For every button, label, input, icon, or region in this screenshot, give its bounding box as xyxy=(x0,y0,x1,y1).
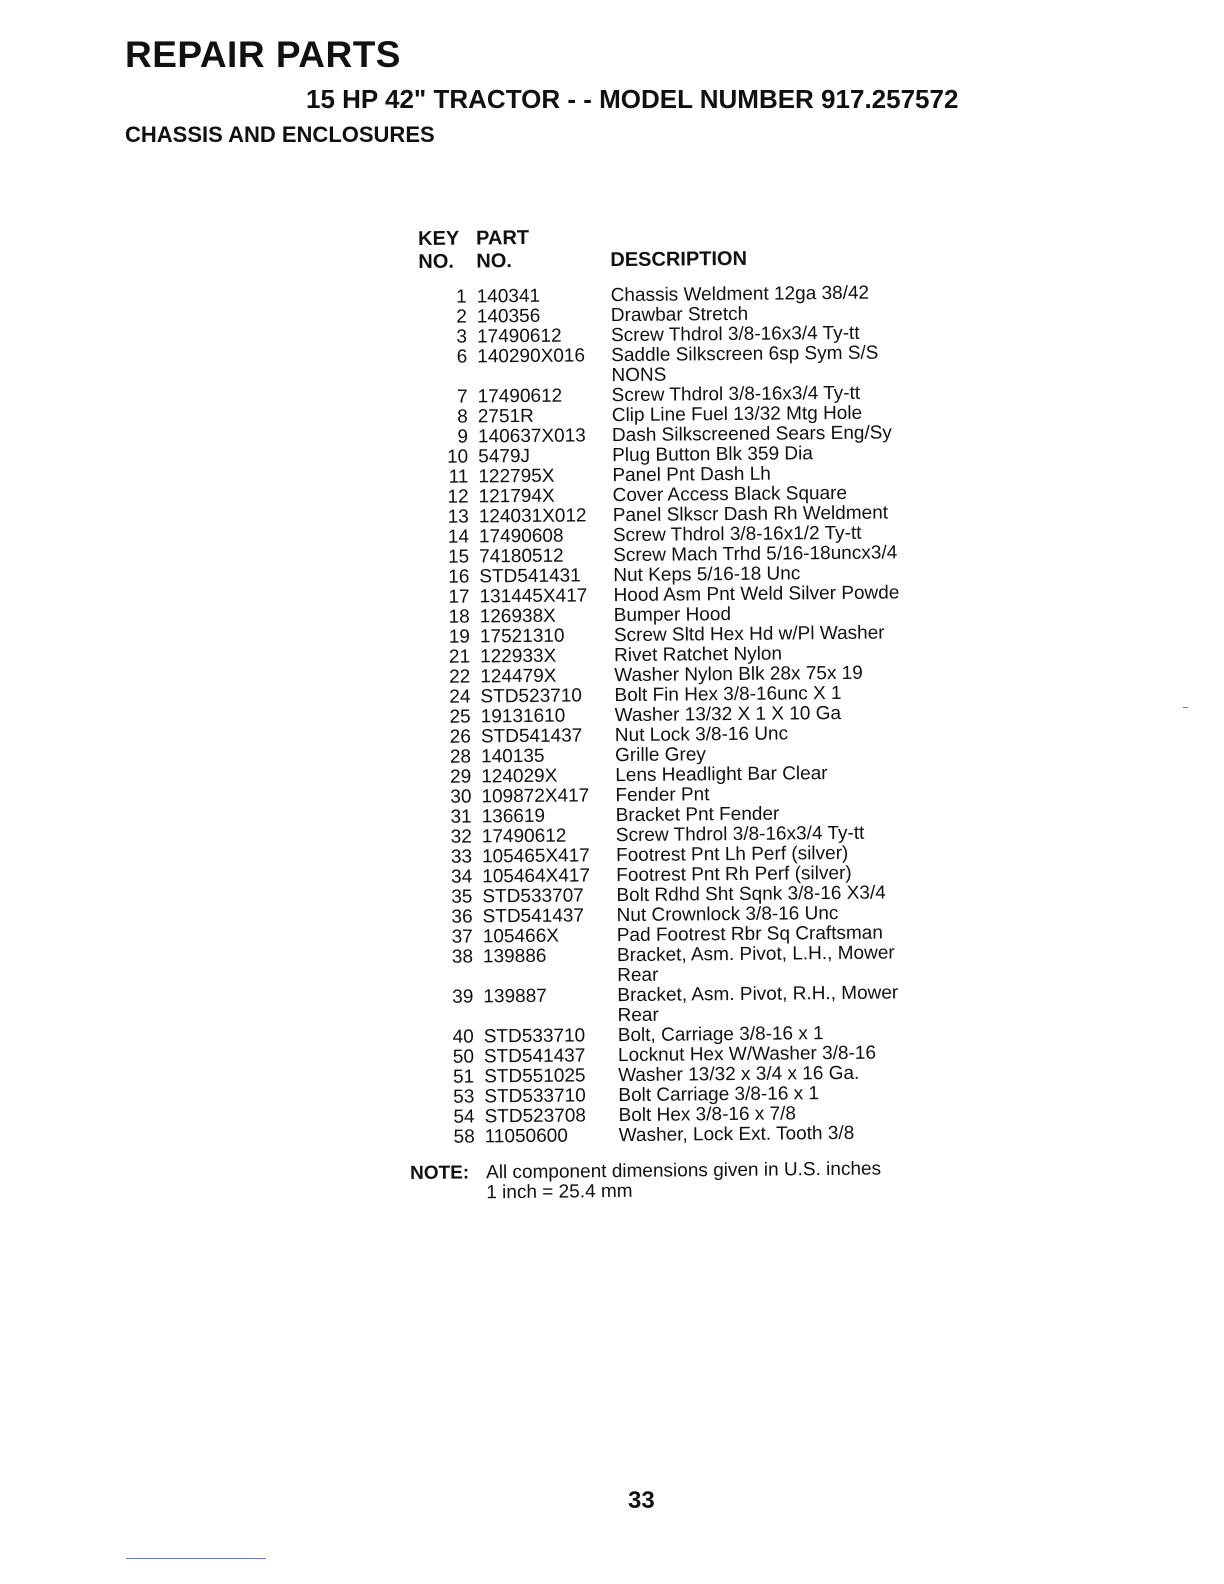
description-cell: Washer 13/32 x 3/4 x 16 Ga. xyxy=(618,1062,860,1087)
part-no-cell: 140341 xyxy=(476,285,541,308)
part-no-cell: STD541437 xyxy=(480,725,583,748)
key-no-cell: 10 xyxy=(446,446,469,468)
footer-rule xyxy=(126,1558,266,1559)
description-cell: Nut Crownlock 3/8-16 Unc xyxy=(616,902,839,927)
key-no-cell: 38 xyxy=(451,946,474,968)
key-no-cell: 53 xyxy=(453,1086,475,1108)
description-cell: Bracket, Asm. Pivot, R.H., Mower Rear xyxy=(617,982,899,1027)
key-no-cell: 28 xyxy=(449,746,472,768)
description-cell: Grille Grey xyxy=(614,744,706,767)
table-row xyxy=(419,343,931,388)
description-cell: Chassis Weldment 12ga 38/42 xyxy=(610,282,870,307)
part-no-cell: 126938X xyxy=(479,605,556,628)
page-number: 33 xyxy=(628,1487,655,1514)
key-no-cell: 25 xyxy=(449,706,471,728)
table-row xyxy=(427,1123,939,1148)
part-no-cell: 109872X417 xyxy=(481,785,590,808)
part-no-cell: 17521310 xyxy=(479,625,565,648)
part-no-cell: STD541437 xyxy=(482,905,585,928)
parts-table xyxy=(418,223,939,1148)
description-cell: Screw Thdrol 3/8-16x3/4 Ty-tt xyxy=(611,382,861,407)
note-line1: All component dimensions given in U.S. inches xyxy=(485,1158,882,1184)
key-no-cell: 2 xyxy=(456,306,467,328)
part-no-cell: 124479X xyxy=(480,665,557,688)
description-cell: Bolt Hex 3/8-16 x 7/8 xyxy=(618,1103,797,1127)
description-cell: Nut Keps 5/16-18 Unc xyxy=(613,563,801,587)
note xyxy=(410,1159,881,1204)
key-no-cell: 34 xyxy=(450,866,473,888)
description-header: DESCRIPTION xyxy=(610,247,748,272)
description-cell: Screw Thdrol 3/8-16x1/2 Ty-tt xyxy=(612,522,862,547)
part-no-cell: STD533710 xyxy=(483,1025,586,1048)
description-cell: Panel Pnt Dash Lh xyxy=(612,463,771,487)
note-line2: 1 inch = 25.4 mm xyxy=(486,1180,633,1204)
part-no-cell: 17490612 xyxy=(481,825,567,848)
description-cell: Footrest Pnt Lh Perf (silver) xyxy=(615,842,849,867)
key-no-cell: 13 xyxy=(447,506,469,528)
key-no-cell: 15 xyxy=(447,546,470,568)
description-cell: Screw Thdrol 3/8-16x3/4 Ty-tt xyxy=(615,822,865,847)
key-no-cell: 7 xyxy=(456,386,468,408)
key-no-cell: 1 xyxy=(455,286,467,308)
part-no-cell: 105464X417 xyxy=(482,865,591,888)
description-cell: Bracket, Asm. Pivot, L.H., Mower Rear xyxy=(616,942,895,987)
description-cell: Panel Slkscr Dash Rh Weldment xyxy=(612,502,889,527)
key-no-cell: 3 xyxy=(456,326,468,348)
model-title: 15 HP 42" TRACTOR - - MODEL NUMBER 917.257572 xyxy=(306,84,959,114)
part-no-cell: STD541437 xyxy=(483,1045,586,1068)
description-cell: Rivet Ratchet Nylon xyxy=(614,643,783,667)
description-cell: Dash Silkscreened Sears Eng/Sy xyxy=(611,422,892,447)
key-no-cell: 19 xyxy=(448,626,471,648)
part-no-cell: 140356 xyxy=(476,305,541,328)
key-no-cell: 35 xyxy=(451,886,473,908)
part-no-cell: 17490612 xyxy=(477,385,563,408)
description-cell: Screw Thdrol 3/8-16x3/4 Ty-tt xyxy=(610,322,860,347)
part-no-cell: 121794X xyxy=(478,485,555,508)
part-no-cell: STD541431 xyxy=(479,565,581,588)
key-no-cell: 30 xyxy=(450,786,472,808)
part-no-cell: 17490608 xyxy=(478,525,564,548)
description-cell: Lens Headlight Bar Clear xyxy=(615,763,828,787)
key-no-cell: 11 xyxy=(448,466,469,488)
description-cell: Bumper Hood xyxy=(613,604,732,627)
key-no-cell: 16 xyxy=(448,566,470,588)
part-no-cell: 136619 xyxy=(481,805,546,828)
description-cell: Fender Pnt xyxy=(615,784,710,807)
description-cell: Bolt, Carriage 3/8-16 x 1 xyxy=(617,1023,824,1047)
key-no-cell: 17 xyxy=(448,586,470,608)
key-no-header-line1: KEY xyxy=(418,227,460,250)
parts-table-header xyxy=(418,223,931,288)
section-title: CHASSIS AND ENCLOSURES xyxy=(125,122,435,147)
description-cell: Screw Sltd Hex Hd w/Pl Washer xyxy=(613,622,885,647)
key-no-cell: 31 xyxy=(450,806,472,828)
key-no-header-line2: NO. xyxy=(418,250,454,273)
description-header-blank xyxy=(610,223,930,249)
key-no-cell: 51 xyxy=(452,1066,475,1088)
key-no-cell: 54 xyxy=(453,1106,475,1128)
key-no-cell: 58 xyxy=(453,1126,475,1148)
part-no-header-line2: NO. xyxy=(476,250,512,273)
description-cell: Washer Nylon Blk 28x 75x 19 xyxy=(614,662,863,687)
part-no-cell: STD533707 xyxy=(482,885,584,908)
key-no-cell: 9 xyxy=(457,426,469,448)
part-no-cell: 19131610 xyxy=(480,705,566,728)
description-cell: Bolt Carriage 3/8-16 x 1 xyxy=(618,1083,820,1107)
key-no-cell: 18 xyxy=(448,606,470,628)
key-no-cell: 50 xyxy=(452,1046,475,1068)
description-cell: Plug Button Blk 359 Dia xyxy=(612,443,813,467)
key-no-cell: 36 xyxy=(451,906,473,928)
description-cell: Bolt Rdhd Sht Sqnk 3/8-16 X3/4 xyxy=(616,882,886,907)
description-cell: Saddle Silkscreen 6sp Sym S/S NONS xyxy=(611,342,879,387)
part-no-cell: 140135 xyxy=(480,745,545,768)
description-cell: Bolt Fin Hex 3/8-16unc X 1 xyxy=(614,682,842,707)
part-no-cell: 105465X417 xyxy=(481,845,590,868)
key-no-cell: 39 xyxy=(452,986,474,1008)
key-no-cell: 40 xyxy=(452,1026,474,1048)
part-no-cell: 5479J xyxy=(478,445,531,468)
description-cell: Pad Footrest Rbr Sq Craftsman xyxy=(616,922,883,947)
part-no-cell: 124031X012 xyxy=(478,505,587,528)
table-row xyxy=(425,943,937,988)
part-no-cell: 74180512 xyxy=(479,545,564,568)
description-cell: Bracket Pnt Fender xyxy=(615,803,780,827)
description-cell: Screw Mach Trhd 5/16-18uncx3/4 xyxy=(613,542,898,567)
part-no-cell: 139886 xyxy=(482,945,547,968)
key-no-cell: 21 xyxy=(448,646,471,668)
key-no-cell: 33 xyxy=(450,846,473,868)
description-cell: Nut Lock 3/8-16 Unc xyxy=(614,723,789,747)
key-no-cell: 24 xyxy=(449,686,471,708)
margin-mark xyxy=(1183,707,1188,708)
part-no-cell: 140290X016 xyxy=(477,345,586,368)
part-no-cell: 17490612 xyxy=(476,325,562,348)
note-label: NOTE: xyxy=(409,1162,470,1184)
key-no-cell: 26 xyxy=(449,726,471,748)
key-no-cell: 14 xyxy=(447,526,470,548)
part-no-cell: 140637X013 xyxy=(477,425,586,448)
key-no-cell: 8 xyxy=(457,406,468,428)
part-no-header-line1: PART xyxy=(475,226,530,250)
page-title: REPAIR PARTS xyxy=(125,34,401,75)
part-no-cell: 105466X xyxy=(482,925,559,948)
description-cell: Drawbar Stretch xyxy=(610,303,749,327)
part-no-cell: 122795X xyxy=(478,465,555,488)
part-no-cell: 124029X xyxy=(481,765,558,788)
table-row xyxy=(425,983,937,1028)
parts-table-body xyxy=(419,283,939,1148)
part-no-cell: 2751R xyxy=(477,405,534,428)
key-no-cell: 12 xyxy=(447,486,469,508)
description-cell: Clip Line Fuel 13/32 Mtg Hole xyxy=(611,402,863,427)
part-no-cell: 131445X417 xyxy=(479,585,588,608)
part-no-cell: STD523710 xyxy=(480,685,583,708)
description-cell: Washer 13/32 X 1 X 10 Ga xyxy=(614,702,842,727)
key-no-cell: 37 xyxy=(451,926,473,948)
description-cell: Hood Asm Pnt Weld Silver Powde xyxy=(613,582,900,607)
part-no-cell: 139887 xyxy=(483,985,547,1008)
key-no-cell: 32 xyxy=(450,826,472,848)
description-cell: Cover Access Black Square xyxy=(612,482,848,507)
part-no-cell: STD551025 xyxy=(484,1065,586,1088)
description-cell: Washer, Lock Ext. Tooth 3/8 xyxy=(618,1122,855,1147)
part-no-cell: 122933X xyxy=(480,645,557,668)
key-no-cell: 22 xyxy=(449,666,471,688)
part-no-cell: STD533710 xyxy=(484,1085,586,1108)
description-cell: Locknut Hex W/Washer 3/8-16 xyxy=(617,1042,877,1067)
description-cell: Footrest Pnt Rh Perf (silver) xyxy=(616,862,852,887)
key-no-cell: 29 xyxy=(450,766,472,788)
part-no-cell: STD523708 xyxy=(484,1105,587,1128)
part-no-cell: 11050600 xyxy=(484,1125,568,1148)
key-no-cell: 6 xyxy=(456,346,468,368)
